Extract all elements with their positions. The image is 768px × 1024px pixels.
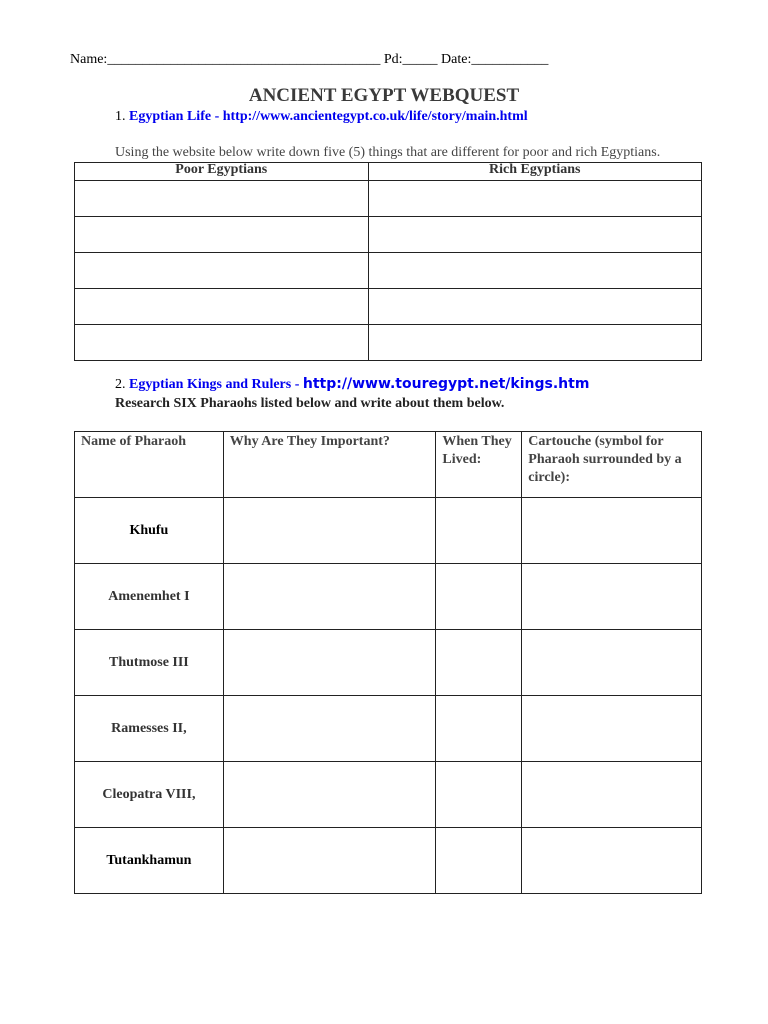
answer-cell[interactable] bbox=[75, 325, 369, 361]
column-header-name: Name of Pharaoh bbox=[75, 432, 224, 498]
page-title: ANCIENT EGYPT WEBQUEST bbox=[248, 85, 520, 106]
section1-label: Egyptian Life - bbox=[129, 109, 220, 124]
section1-url-link[interactable]: http://www.ancientegypt.co.uk/life/story/main.html bbox=[222, 109, 528, 124]
table-row bbox=[75, 181, 702, 217]
section1-heading bbox=[115, 109, 528, 125]
section2-url-link[interactable]: http://www.touregypt.net/kings.htm bbox=[302, 376, 590, 392]
answer-cell[interactable] bbox=[368, 325, 701, 361]
answer-cell[interactable] bbox=[522, 498, 702, 564]
pharaoh-table bbox=[74, 431, 702, 894]
table-row bbox=[75, 696, 702, 762]
column-header-when: When They Lived: bbox=[436, 432, 522, 498]
answer-cell[interactable] bbox=[368, 289, 701, 325]
date-label: Date: bbox=[441, 52, 472, 67]
answer-cell[interactable] bbox=[436, 762, 522, 828]
name-label: Name: bbox=[70, 52, 108, 67]
table-row bbox=[75, 253, 702, 289]
table-header-row bbox=[75, 432, 702, 498]
answer-cell[interactable] bbox=[522, 564, 702, 630]
pd-blank[interactable]: _____ bbox=[402, 52, 438, 67]
section1-number: 1. bbox=[115, 109, 126, 124]
poor-rich-table bbox=[74, 162, 702, 361]
date-blank[interactable]: ___________ bbox=[471, 52, 549, 67]
answer-cell[interactable] bbox=[436, 696, 522, 762]
pharaoh-name: Thutmose III bbox=[75, 630, 224, 696]
answer-cell[interactable] bbox=[436, 828, 522, 894]
answer-cell[interactable] bbox=[436, 498, 522, 564]
name-blank[interactable]: _______________________________________ bbox=[107, 52, 381, 67]
answer-cell[interactable] bbox=[436, 630, 522, 696]
answer-cell[interactable] bbox=[223, 762, 436, 828]
answer-cell[interactable] bbox=[223, 630, 436, 696]
column-header-cartouche: Cartouche (symbol for Pharaoh surrounded by a circle): bbox=[522, 432, 702, 498]
answer-cell[interactable] bbox=[436, 564, 522, 630]
answer-cell[interactable] bbox=[223, 564, 436, 630]
answer-cell[interactable] bbox=[522, 696, 702, 762]
column-header-rich: Rich Egyptians bbox=[368, 163, 701, 181]
table-row bbox=[75, 762, 702, 828]
pharaoh-name: Amenemhet I bbox=[75, 564, 224, 630]
answer-cell[interactable] bbox=[75, 253, 369, 289]
answer-cell[interactable] bbox=[368, 253, 701, 289]
answer-cell[interactable] bbox=[75, 289, 369, 325]
pd-label: Pd: bbox=[383, 52, 403, 67]
answer-cell[interactable] bbox=[75, 217, 369, 253]
column-header-poor: Poor Egyptians bbox=[75, 163, 369, 181]
pharaoh-name: Cleopatra VIII, bbox=[75, 762, 224, 828]
answer-cell[interactable] bbox=[223, 498, 436, 564]
table-row bbox=[75, 289, 702, 325]
table-row bbox=[75, 630, 702, 696]
student-info-line bbox=[70, 52, 548, 68]
answer-cell[interactable] bbox=[522, 762, 702, 828]
section2-instruction: Research SIX Pharaohs listed below and write about them below. bbox=[115, 396, 505, 411]
answer-cell[interactable] bbox=[522, 630, 702, 696]
pharaoh-name: Khufu bbox=[75, 498, 224, 564]
section2-heading bbox=[115, 376, 589, 393]
answer-cell[interactable] bbox=[368, 217, 701, 253]
answer-cell[interactable] bbox=[75, 181, 369, 217]
table-header-row bbox=[75, 163, 702, 181]
column-header-importance: Why Are They Important? bbox=[223, 432, 436, 498]
table-row bbox=[75, 325, 702, 361]
section1-instruction: Using the website below write down five (5) things that are different for poor and rich Egyptians. bbox=[115, 145, 661, 160]
table-row bbox=[75, 828, 702, 894]
pharaoh-name: Ramesses II, bbox=[75, 696, 224, 762]
answer-cell[interactable] bbox=[223, 828, 436, 894]
answer-cell[interactable] bbox=[223, 696, 436, 762]
table-row bbox=[75, 498, 702, 564]
answer-cell[interactable] bbox=[522, 828, 702, 894]
answer-cell[interactable] bbox=[368, 181, 701, 217]
section2-number: 2. bbox=[115, 377, 126, 392]
table-row bbox=[75, 564, 702, 630]
table-row bbox=[75, 217, 702, 253]
pharaoh-name: Tutankhamun bbox=[75, 828, 224, 894]
section2-label: Egyptian Kings and Rulers - bbox=[129, 377, 300, 392]
